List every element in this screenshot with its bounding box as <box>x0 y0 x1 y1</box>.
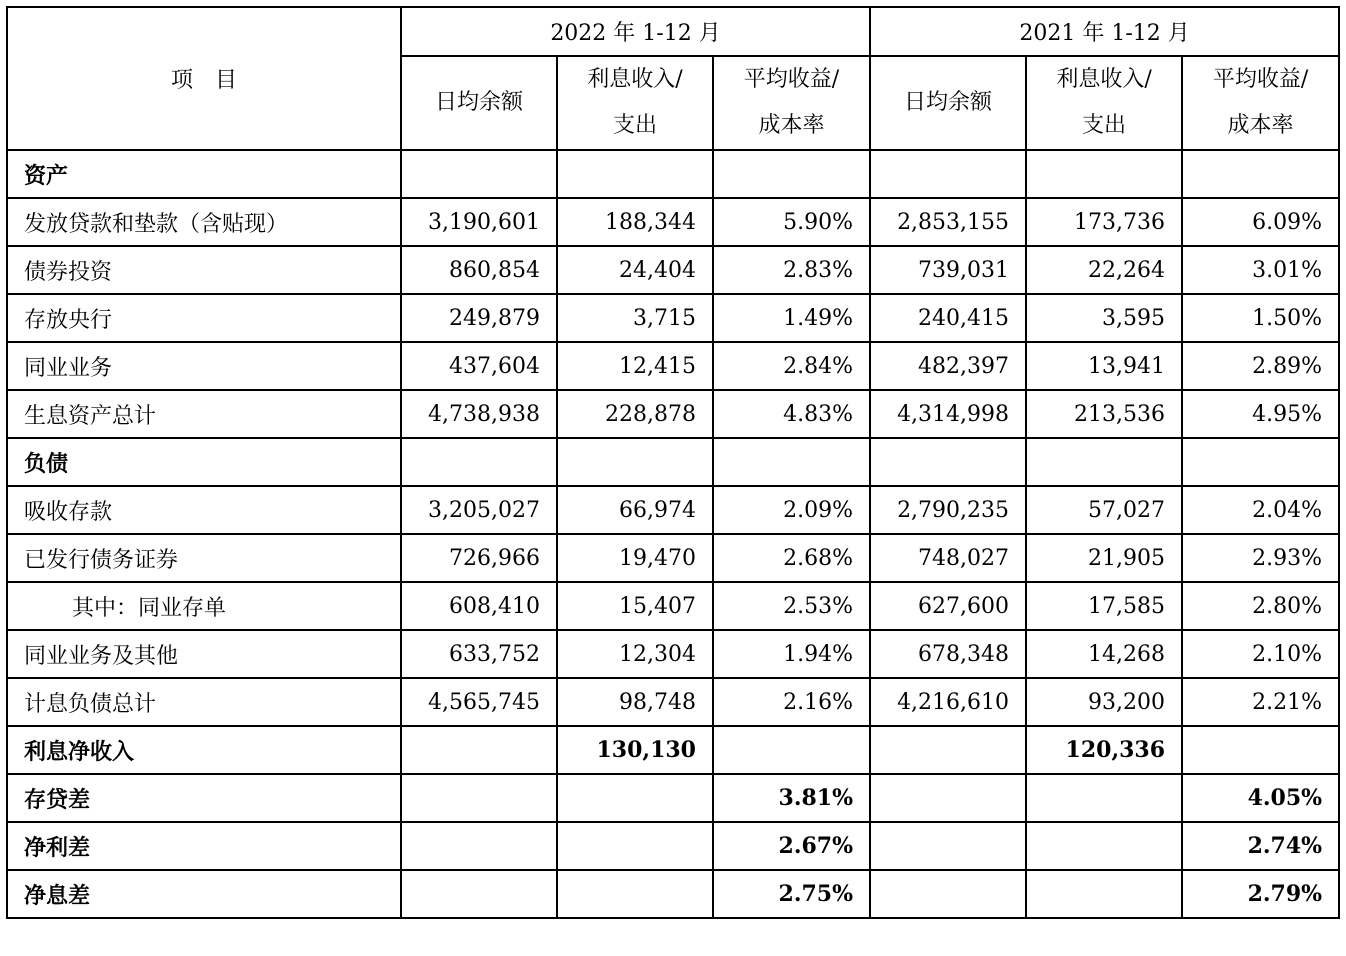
table-cell: 57,027 <box>1026 486 1182 534</box>
table-cell: 2,853,155 <box>870 198 1026 246</box>
yield-header-line2: 成本率 <box>758 113 825 138</box>
table-cell: 2.21% <box>1182 678 1339 726</box>
row-label: 同业业务及其他 <box>7 630 401 678</box>
table-cell: 2.80% <box>1182 582 1339 630</box>
table-cell: 12,415 <box>557 342 713 390</box>
row-label: 债券投资 <box>7 246 401 294</box>
table-cell: 24,404 <box>557 246 713 294</box>
table-cell: 739,031 <box>870 246 1026 294</box>
table-row <box>7 774 1339 822</box>
table-row <box>7 582 1339 630</box>
row-label: 净利差 <box>7 822 401 870</box>
table-row <box>7 294 1339 342</box>
table-cell: 2.75% <box>713 870 870 918</box>
yield-header-line1: 平均收益/ <box>1212 67 1309 92</box>
table-cell: 2,790,235 <box>870 486 1026 534</box>
table-row <box>7 534 1339 582</box>
table-cell: 228,878 <box>557 390 713 438</box>
interest-header-line1: 利息收入/ <box>1056 67 1152 92</box>
row-label: 负债 <box>7 438 401 486</box>
table-row <box>7 246 1339 294</box>
row-label: 资产 <box>7 150 401 198</box>
row-label: 存贷差 <box>7 774 401 822</box>
yield-header-2022 <box>713 56 870 150</box>
table-cell: 2.10% <box>1182 630 1339 678</box>
row-label: 发放贷款和垫款（含贴现） <box>7 198 401 246</box>
item-header: 项 目 <box>7 7 401 150</box>
table-row <box>7 630 1339 678</box>
yield-header-line1: 平均收益/ <box>743 67 840 92</box>
table-cell: 627,600 <box>870 582 1026 630</box>
table-cell: 173,736 <box>1026 198 1182 246</box>
row-label: 存放央行 <box>7 294 401 342</box>
table-cell: 15,407 <box>557 582 713 630</box>
interest-header-2022 <box>557 56 713 150</box>
table-cell <box>1026 822 1182 870</box>
table-cell <box>870 870 1026 918</box>
table-cell <box>1182 150 1339 198</box>
table-cell: 12,304 <box>557 630 713 678</box>
table-row <box>7 678 1339 726</box>
row-label: 吸收存款 <box>7 486 401 534</box>
table-cell: 66,974 <box>557 486 713 534</box>
table-cell: 188,344 <box>557 198 713 246</box>
yield-header-2021 <box>1182 56 1339 150</box>
table-cell: 2.67% <box>713 822 870 870</box>
table-cell: 678,348 <box>870 630 1026 678</box>
table-cell: 2.09% <box>713 486 870 534</box>
table-cell <box>870 726 1026 774</box>
row-label: 已发行债务证券 <box>7 534 401 582</box>
table-cell: 2.74% <box>1182 822 1339 870</box>
table-cell <box>713 150 870 198</box>
table-row <box>7 870 1339 918</box>
table-row <box>7 438 1339 486</box>
table-cell <box>1026 774 1182 822</box>
table-cell: 3.81% <box>713 774 870 822</box>
table-cell: 130,130 <box>557 726 713 774</box>
table-cell <box>1026 150 1182 198</box>
table-cell: 2.84% <box>713 342 870 390</box>
table-cell: 4,565,745 <box>401 678 557 726</box>
table-cell: 5.90% <box>713 198 870 246</box>
table-cell: 3.01% <box>1182 246 1339 294</box>
table-cell <box>870 774 1026 822</box>
table-cell <box>401 150 557 198</box>
header-row-periods <box>7 7 1339 56</box>
table-cell <box>401 726 557 774</box>
table-cell: 6.09% <box>1182 198 1339 246</box>
table-cell: 3,595 <box>1026 294 1182 342</box>
table-row <box>7 390 1339 438</box>
table-cell: 1.94% <box>713 630 870 678</box>
table-cell: 4.05% <box>1182 774 1339 822</box>
interest-header-line1: 利息收入/ <box>587 67 683 92</box>
table-cell <box>401 438 557 486</box>
table-cell: 748,027 <box>870 534 1026 582</box>
table-cell: 4.95% <box>1182 390 1339 438</box>
table-cell: 19,470 <box>557 534 713 582</box>
table-cell: 21,905 <box>1026 534 1182 582</box>
table-row <box>7 342 1339 390</box>
table-cell: 120,336 <box>1026 726 1182 774</box>
table-cell: 2.68% <box>713 534 870 582</box>
table-cell: 2.89% <box>1182 342 1339 390</box>
table-cell <box>557 438 713 486</box>
table-cell: 3,715 <box>557 294 713 342</box>
interest-header-line2: 支出 <box>612 113 657 138</box>
table-cell <box>1026 438 1182 486</box>
table-cell <box>557 822 713 870</box>
row-label: 净息差 <box>7 870 401 918</box>
avg-balance-header-2021: 日均余额 <box>870 56 1026 150</box>
table-cell: 726,966 <box>401 534 557 582</box>
table-cell <box>713 438 870 486</box>
table-cell <box>557 870 713 918</box>
table-cell: 13,941 <box>1026 342 1182 390</box>
table-cell: 17,585 <box>1026 582 1182 630</box>
period-2022-header: 2022 年 1-12 月 <box>401 7 870 56</box>
table-row <box>7 150 1339 198</box>
table-cell: 14,268 <box>1026 630 1182 678</box>
table-cell: 4,216,610 <box>870 678 1026 726</box>
yield-header-line2: 成本率 <box>1227 113 1294 138</box>
table-cell <box>401 870 557 918</box>
table-cell <box>870 150 1026 198</box>
table-cell: 608,410 <box>401 582 557 630</box>
row-label: 生息资产总计 <box>7 390 401 438</box>
table-row <box>7 198 1339 246</box>
table-cell: 1.50% <box>1182 294 1339 342</box>
table-cell <box>557 774 713 822</box>
table-cell: 240,415 <box>870 294 1026 342</box>
table-cell: 93,200 <box>1026 678 1182 726</box>
table-row <box>7 486 1339 534</box>
table-cell: 4.83% <box>713 390 870 438</box>
row-label: 利息净收入 <box>7 726 401 774</box>
table-cell <box>1182 438 1339 486</box>
table-cell <box>557 150 713 198</box>
table-cell: 22,264 <box>1026 246 1182 294</box>
table-cell <box>401 774 557 822</box>
period-2021-header: 2021 年 1-12 月 <box>870 7 1339 56</box>
net-interest-table <box>6 6 1340 919</box>
table-cell: 4,738,938 <box>401 390 557 438</box>
table-cell: 249,879 <box>401 294 557 342</box>
table-cell: 437,604 <box>401 342 557 390</box>
row-label: 其中：同业存单 <box>7 582 401 630</box>
table-cell: 98,748 <box>557 678 713 726</box>
table-cell: 2.93% <box>1182 534 1339 582</box>
table-cell <box>1182 726 1339 774</box>
table-cell: 3,190,601 <box>401 198 557 246</box>
table-cell: 1.49% <box>713 294 870 342</box>
avg-balance-header-2022: 日均余额 <box>401 56 557 150</box>
row-label: 计息负债总计 <box>7 678 401 726</box>
table-row <box>7 822 1339 870</box>
table-cell: 2.79% <box>1182 870 1339 918</box>
table-cell: 3,205,027 <box>401 486 557 534</box>
table-cell: 2.53% <box>713 582 870 630</box>
table-cell <box>713 726 870 774</box>
table-cell: 213,536 <box>1026 390 1182 438</box>
table-cell: 860,854 <box>401 246 557 294</box>
table-cell <box>870 822 1026 870</box>
table-cell <box>1026 870 1182 918</box>
table-cell: 2.04% <box>1182 486 1339 534</box>
table-cell <box>870 438 1026 486</box>
row-label: 同业业务 <box>7 342 401 390</box>
table-row <box>7 726 1339 774</box>
interest-header-line2: 支出 <box>1082 113 1127 138</box>
table-cell <box>401 822 557 870</box>
table-cell: 2.16% <box>713 678 870 726</box>
table-cell: 633,752 <box>401 630 557 678</box>
interest-header-2021 <box>1026 56 1182 150</box>
table-cell: 482,397 <box>870 342 1026 390</box>
table-cell: 4,314,998 <box>870 390 1026 438</box>
table-cell: 2.83% <box>713 246 870 294</box>
